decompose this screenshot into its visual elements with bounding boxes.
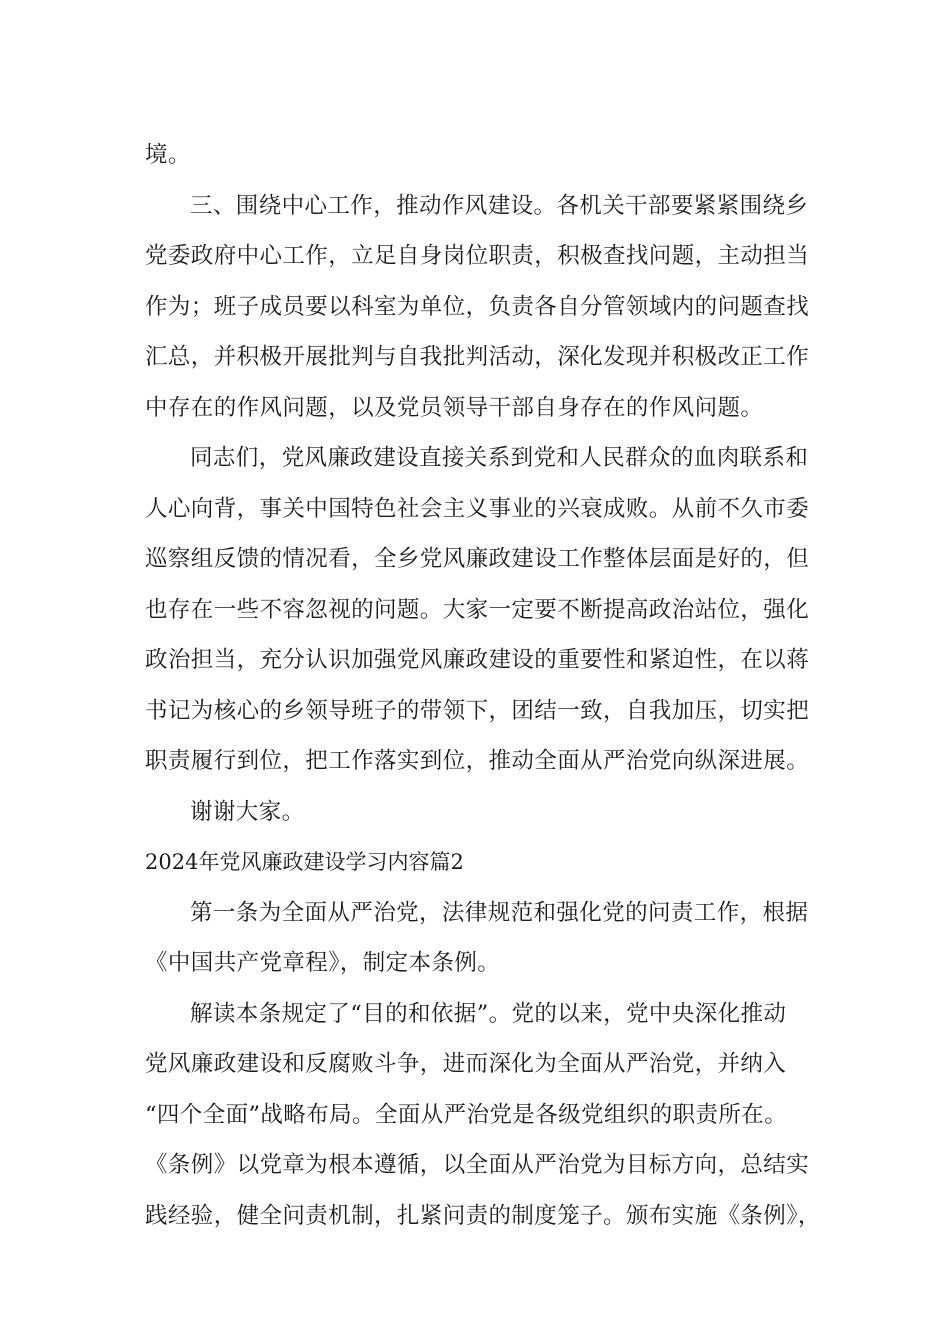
text-line: 《条例》以党章为根本遵循，以全面从严治党为目标方向，总结实 xyxy=(145,1152,810,1178)
text-line: 人心向背，事关中国特色社会主义事业的兴衰成败。从前不久市委 xyxy=(145,495,810,522)
text-line: 汇总，并积极开展批判与自我批判活动，深化发现并积极改正工作 xyxy=(145,344,810,370)
paragraph-start: 三、围绕中心工作，推动作风建设。各机关干部要紧紧围绕乡 xyxy=(190,192,809,219)
text-line: 也存在一些不容忽视的问题。大家一定要不断提高政治站位，强化 xyxy=(145,596,810,623)
text-line: 巡察组反馈的情况看，全乡党风廉政建设工作整体层面是好的，但 xyxy=(145,546,810,572)
section-heading: 2024年党风廉政建设学习内容篇2 xyxy=(145,850,464,874)
text-line: 党委政府中心工作，立足自身岗位职责，积极查找问题，主动担当 xyxy=(145,243,810,269)
text-line: 职责履行到位，把工作落实到位，推动全面从严治党向纵深进展。 xyxy=(145,748,810,774)
paragraph-start: 谢谢大家。 xyxy=(190,798,305,825)
paragraph-start: 同志们，党风廉政建设直接关系到党和人民群众的血肉联系和 xyxy=(190,445,809,471)
document-page xyxy=(145,130,825,1241)
text-line: “四个全面”战略布局。全面从严治党是各级党组织的职责所在。 xyxy=(145,1101,788,1128)
text-line: 《中国共产党章程》，制定本条例。 xyxy=(145,950,501,976)
text-line: 境。 xyxy=(145,142,191,168)
text-line: 政治担当，充分认识加强党风廉政建设的重要性和紧迫性，在以蒋 xyxy=(145,647,810,673)
text-line: 践经验，健全问责机制，扎紧问责的制度笼子。颁布实施《条例》， xyxy=(145,1202,821,1229)
text-line: 书记为核心的乡领导班子的带领下，团结一致，自我加压，切实把 xyxy=(145,697,810,724)
text-line: 中存在的作风问题，以及党员领导干部自身存在的作风问题。 xyxy=(145,394,764,421)
text-line: 作为；班子成员要以科室为单位，负责各自分管领域内的问题查找 xyxy=(145,293,810,320)
text-line: 党风廉政建设和反腐败斗争，进而深化为全面从严治党，并纳入 xyxy=(145,1051,787,1077)
paragraph-start: 第一条为全面从严治党，法律规范和强化党的问责工作，根据 xyxy=(190,899,809,926)
paragraph-start: 解读本条规定了“目的和依据”。党的以来，党中央深化推动 xyxy=(190,1000,787,1027)
